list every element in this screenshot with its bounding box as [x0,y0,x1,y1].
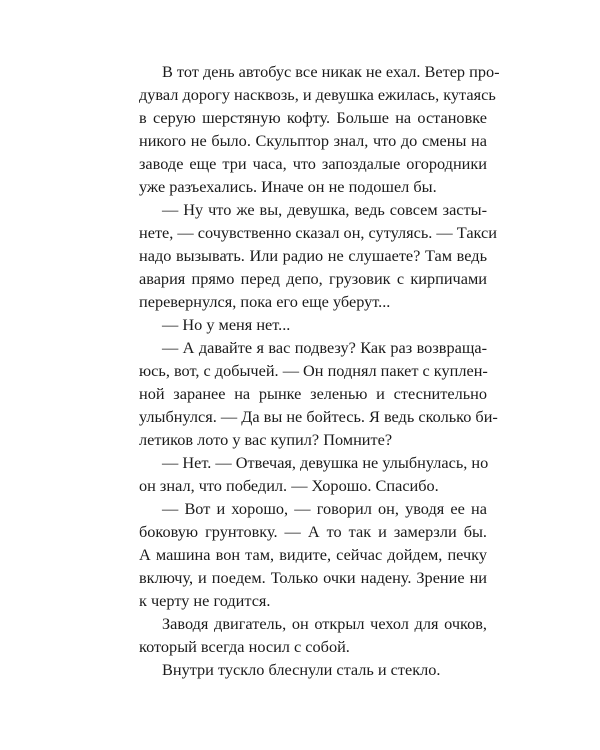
text-line: нете, — сочувственно сказал он, сутулясь. — Такси [139,223,497,242]
text-line: никого не было. Скульптор знал, что до смены на [139,131,487,150]
paragraph [139,313,487,336]
text-line: боковую грунтовку. — А то так и замерзли бы. [139,522,487,541]
text-line: — Ну что же вы, девушка, ведь совсем засты- [162,200,487,219]
paragraph [139,658,487,681]
text-line: — А давайте я вас подвезу? Как раз возвраща- [162,338,487,357]
text-line: заводе еще три часа, что запоздалые огородники [139,154,487,173]
text-line: улыбнулся. — Да вы не бойтесь. Я ведь сколько би- [139,407,498,426]
text-line: он знал, что победил. — Хорошо. Спасибо. [139,476,439,495]
text-line: уже разъехались. Иначе он не подошел бы. [139,177,437,196]
text-line: перевернулся, пока его еще уберут... [139,292,391,311]
text-line: к черту не годится. [139,591,271,610]
paragraph [139,497,487,612]
body-text [139,60,500,681]
paragraph [139,198,497,313]
text-line: В тот день автобус все никак не ехал. Ветер про- [162,62,500,81]
text-line: авария прямо перед депо, грузовик с кирпичами [139,269,487,288]
text-line: летиков лото у вас купил? Помните? [139,430,393,449]
text-line: Внутри тускло блеснули сталь и стекло. [162,660,441,679]
text-line: дувал дорогу насквозь, и девушка ежилась, кутаясь [139,85,496,104]
paragraph [139,612,487,658]
text-line: юсь, вот, с добычей. — Он поднял пакет с куплен- [139,361,488,380]
text-line: ной заранее на рынке зеленью и стеснительно [139,384,487,403]
text-line: — Нет. — Отвечая, девушка не улыбнулась, но [162,453,489,472]
paragraph [139,451,487,497]
text-line: Заводя двигатель, он открыл чехол для очков, [162,614,487,633]
text-line: А машина вон там, видите, сейчас дойдем, печку [139,545,487,564]
text-line: — Но у меня нет... [162,315,291,334]
text-line: который всегда носил с собой. [139,637,350,656]
paragraph [139,60,500,198]
text-line: надо вызывать. Или радио не слушаете? Там ведь [139,246,487,265]
text-line: — Вот и хорошо, — говорил он, уводя ее на [162,499,487,518]
text-line: в серую шерстяную кофту. Больше на остановке [139,108,487,127]
text-line: включу, и поедем. Только очки надену. Зрение ни [139,568,487,587]
paragraph [139,336,498,451]
